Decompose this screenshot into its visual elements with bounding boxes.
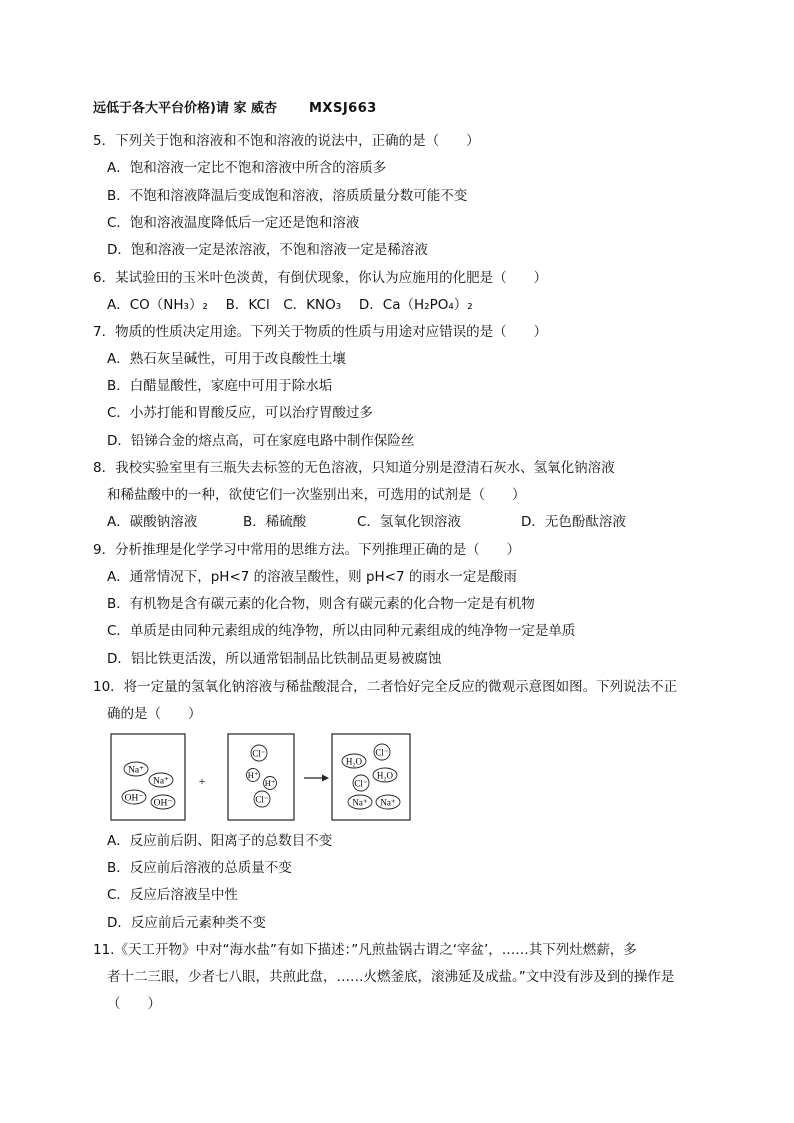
q8-option-b: B．稀硫酸 (243, 514, 307, 530)
q9-option-d: D．铝比铁更活泼，所以通常铝制品比铁制品更易被腐蚀 (107, 651, 442, 667)
svg-text:OH⁻: OH⁻ (153, 798, 173, 809)
q5-option-d: D．饱和溶液一定是浓溶液，不饱和溶液一定是稀溶液 (107, 242, 428, 258)
svg-text:Cl⁻: Cl⁻ (255, 794, 269, 805)
ion-cl-1 (251, 745, 267, 761)
q8-option-a: A．碳酸钠溶液 (107, 514, 198, 530)
q10-stem-cont: 确的是（ ） (107, 706, 202, 722)
q7-option-d: D．铅锑合金的熔点高，可在家庭电路中制作保险丝 (107, 433, 415, 449)
svg-text:Na⁺: Na⁺ (380, 797, 396, 808)
q7-option-a: A．熟石灰呈碱性，可用于改良酸性土壤 (107, 351, 346, 367)
svg-text:Na⁺: Na⁺ (352, 797, 368, 808)
q8-option-c: C．氢氧化钡溶液 (357, 514, 461, 530)
q5-option-c: C．饱和溶液温度降低后一定还是饱和溶液 (107, 215, 360, 231)
q8-options (107, 512, 626, 532)
ion-na-4 (376, 795, 400, 809)
q10-option-c: C．反应后溶液呈中性 (107, 887, 238, 903)
svg-text:OH⁻: OH⁻ (124, 793, 144, 804)
ion-cl-4 (353, 775, 369, 791)
svg-text:H⁺: H⁺ (247, 770, 259, 780)
q9-option-b: B．有机物是含有碳元素的化合物，则含有碳元素的化合物一定是有机物 (107, 596, 535, 612)
beaker-box-3 (332, 734, 410, 820)
ion-na-3 (348, 795, 372, 809)
q6-stem: 6．某试验田的玉米叶色淡黄，有倒伏现象，你认为应施用的化肥是（ ） (93, 270, 548, 286)
q10-option-d: D．反应前后元素种类不变 (107, 915, 266, 931)
q10-option-a: A．反应前后阴、阳离子的总数目不变 (107, 833, 333, 849)
molecule-h2o-1 (342, 754, 366, 768)
q8-option-d: D．无色酚酞溶液 (521, 514, 626, 530)
molecule-h2o-2 (373, 768, 397, 782)
q11-stem: 11.《天工开物》中对“海水盐”有如下描述：”凡煎盐锅古谓之‘宰盆’，……其下列灶燃薪，多 (93, 942, 637, 958)
svg-text:H₂O: H₂O (376, 770, 394, 781)
reaction-arrow (304, 775, 329, 782)
svg-text:Cl⁻: Cl⁻ (354, 778, 368, 789)
ion-h-1 (247, 769, 260, 782)
svg-text:Cl⁻: Cl⁻ (375, 747, 389, 758)
q5-option-b: B．不饱和溶液降温后变成饱和溶液，溶质质量分数可能不变 (107, 188, 468, 204)
ion-oh-2 (151, 795, 175, 809)
ion-na-1 (124, 762, 148, 776)
q10-stem: 10．将一定量的氢氧化钠溶液与稀盐酸混合，二者恰好完全反应的微观示意图如图。下列说法不正 (93, 679, 678, 695)
header-text: 远低于各大平台价格)请 家 威杏 (93, 101, 277, 116)
svg-text:Cl⁻: Cl⁻ (252, 748, 266, 759)
ion-h-2 (264, 777, 277, 790)
q7-option-b: B．白醋显酸性，家庭中可用于除水垢 (107, 378, 333, 394)
q6-options: A．CO（NH₃）₂ B．KCl C．KNO₃ D．Ca（H₂PO₄）₂ (107, 297, 473, 313)
svg-text:H₂O: H₂O (345, 756, 363, 767)
q9-option-a: A．通常情况下，pH<7 的溶液呈酸性，则 pH<7 的雨水一定是酸雨 (107, 569, 517, 585)
reaction-diagram (110, 733, 420, 823)
q11-stem-cont-1: 者十二三眼，少者七八眼，共煎此盘，……火燃釜底，滚沸延及成盐。”文中没有涉及到的操作是 (107, 969, 675, 985)
page-header (93, 97, 377, 116)
plus-sign: + (198, 774, 206, 788)
ion-na-2 (149, 773, 173, 787)
q7-option-c: C．小苏打能和胃酸反应，可以治疗胃酸过多 (107, 405, 373, 421)
ion-cl-3 (374, 744, 390, 760)
q8-stem: 8．我校实验室里有三瓶失去标签的无色溶液，只知道分别是澄清石灰水、氢氧化钠溶液 (93, 460, 615, 476)
q5-option-a: A．饱和溶液一定比不饱和溶液中所含的溶质多 (107, 160, 387, 176)
header-code: MXSJ663 (309, 101, 377, 116)
svg-text:Na⁺: Na⁺ (152, 776, 170, 787)
ion-cl-2 (254, 791, 270, 807)
reaction-diagram-svg (110, 733, 420, 823)
ion-oh-1 (122, 790, 146, 804)
q11-stem-cont-2: （ ） (107, 996, 161, 1012)
svg-text:Na⁺: Na⁺ (127, 765, 145, 776)
q9-stem: 9．分析推理是化学学习中常用的思维方法。下列推理正确的是（ ） (93, 542, 521, 558)
q8-stem-cont: 和稀盐酸中的一种，欲使它们一次鉴别出来，可选用的试剂是（ ） (107, 487, 526, 503)
q5-stem: 5．下列关于饱和溶液和不饱和溶液的说法中，正确的是（ ） (93, 133, 480, 149)
q7-stem: 7．物质的性质决定用途。下列关于物质的性质与用途对应错误的是（ ） (93, 324, 548, 340)
q9-option-c: C．单质是由同种元素组成的纯净物，所以由同种元素组成的纯净物一定是单质 (107, 623, 576, 639)
svg-text:H⁺: H⁺ (264, 778, 276, 788)
q10-option-b: B．反应前后溶液的总质量不变 (107, 860, 292, 876)
beaker-box-1 (111, 734, 185, 820)
